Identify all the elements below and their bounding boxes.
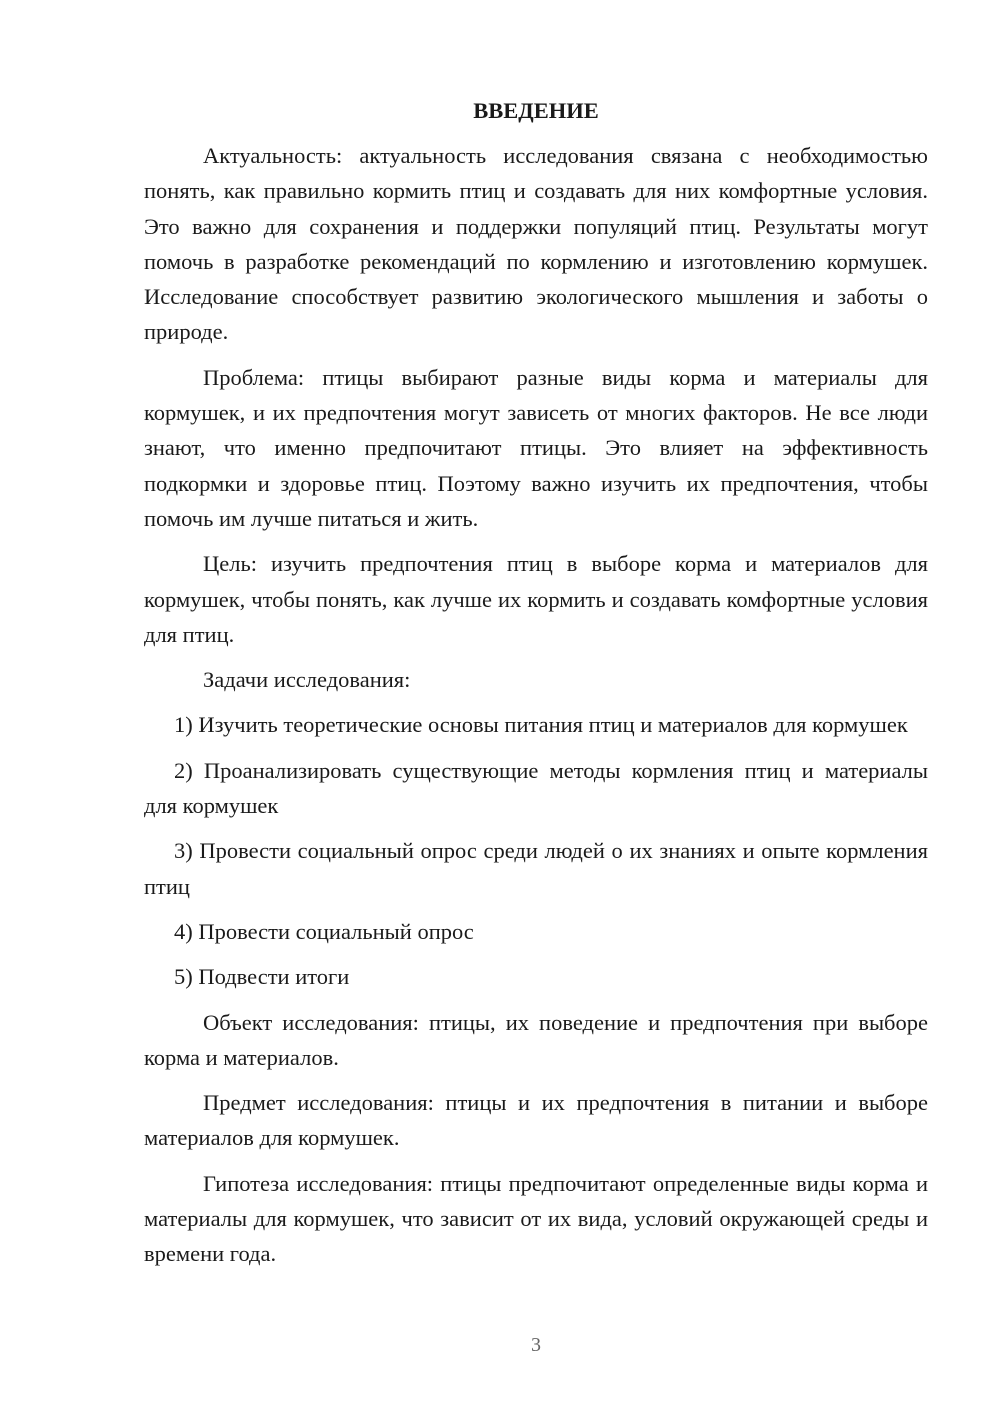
task-item-5: 5) Подвести итоги [174,964,350,990]
paragraph-relevance: Актуальность: актуальность исследования связана с необходимостью понять, как правильно кормить птиц и создавать для них комфортные условия. Это важно для сохранения и поддержки популяций птиц. Результаты могут помочь в разработке рекомендаций по кормлению и изготовлению кормушек. Исследование способствует развитию экологического мышления и заботы о природе. [144,143,928,345]
paragraph-hypothesis: Гипотеза исследования: птицы предпочитают определенные виды корма и материалы для кормушек, что зависит от их вида, условий окружающей среды и времени года. [144,1170,928,1267]
task-item-2: 2) Проанализировать существующие методы кормления птиц и материалы для кормушек [144,757,928,819]
paragraph-tasks-heading: Задачи исследования: [203,667,411,693]
paragraph-object: Объект исследования: птицы, их поведение и предпочтения при выборе корма и материалов. [144,1009,928,1070]
page-number: 3 [531,1334,541,1356]
task-item-4: 4) Провести социальный опрос [174,918,474,944]
paragraph-goal: Цель: изучить предпочтения птиц в выборе корма и материалов для кормушек, чтобы понять, как лучше их кормить и создавать комфортные условия для птиц. [144,551,928,647]
task-item-3: 3) Провести социальный опрос среди людей о их знаниях и опыте кормления птиц [144,838,928,899]
paragraph-problem: Проблема: птицы выбирают разные виды корма и материалы для кормушек, и их предпочтения могут зависеть от многих факторов. Не все люди знают, что именно предпочитают птицы. Это влияет на эффективность подкормки и здоровье птиц. Поэтому важно изучить их предпочтения, чтобы помочь им лучше питаться и жить. [144,364,928,531]
page-content [144,93,928,1272]
page-title: ВВЕДЕНИЕ [473,98,599,123]
paragraph-subject: Предмет исследования: птицы и их предпочтения в питании и выборе материалов для кормушек. [144,1090,928,1151]
task-item-1: 1) Изучить теоретические основы питания птиц и материалов для кормушек [174,712,908,738]
